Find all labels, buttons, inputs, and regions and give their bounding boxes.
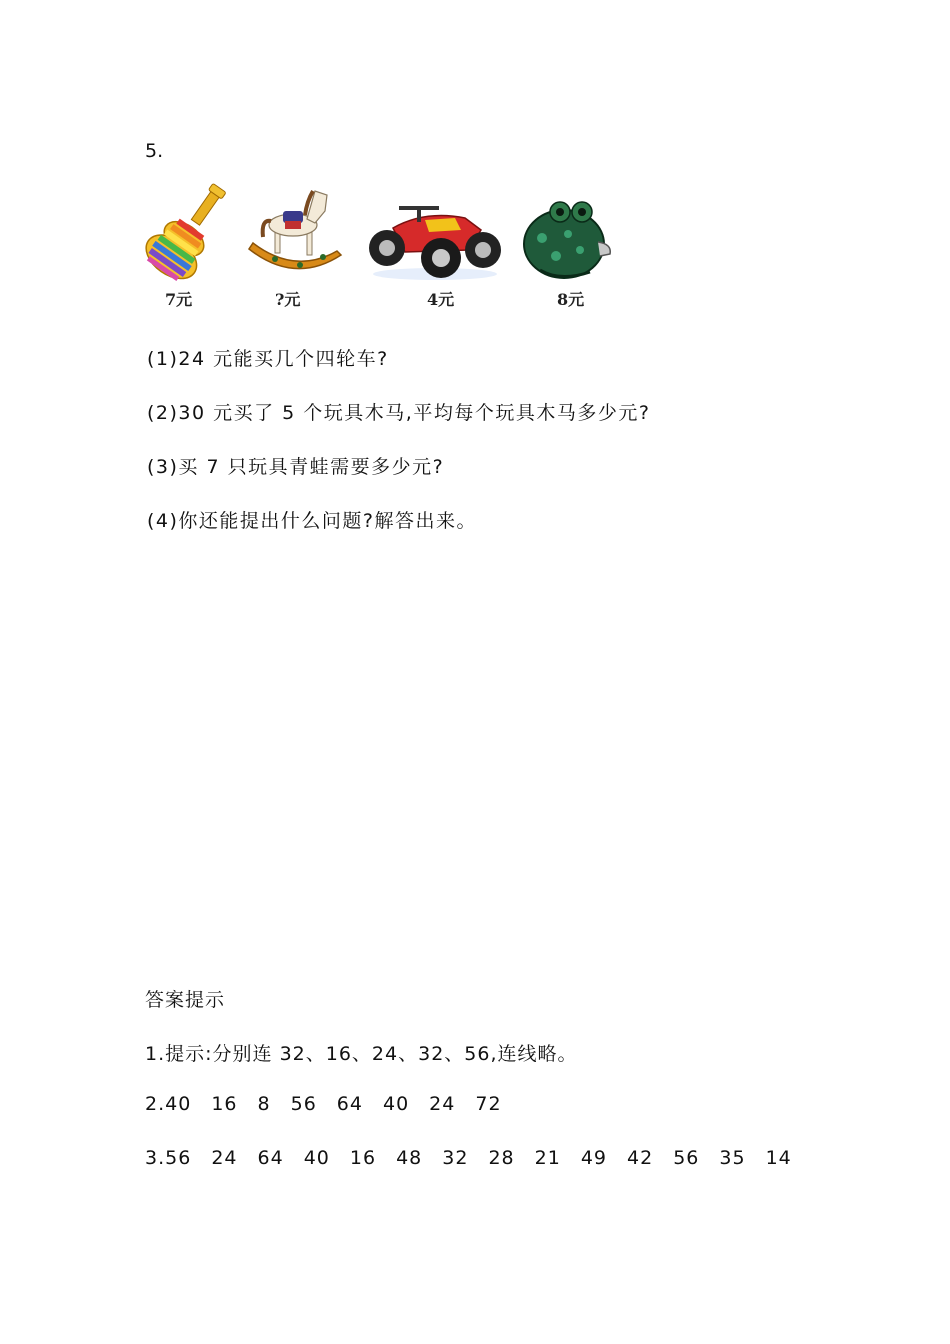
answer-value: 56 [673, 1147, 700, 1169]
answer-line-3 [145, 1147, 812, 1169]
answer-value: 40 [303, 1147, 330, 1169]
answer-value: 64 [336, 1093, 363, 1115]
answer-value: 42 [627, 1147, 654, 1169]
question-number: 5. [145, 140, 164, 162]
answer-value: 28 [488, 1147, 515, 1169]
answer-value: 56 [290, 1093, 317, 1115]
toy-price: ?元 [275, 290, 301, 309]
toy-frog-icon [520, 190, 616, 282]
answer-value: 40 [382, 1093, 410, 1115]
answer-value: 48 [396, 1147, 423, 1169]
answer-value: 21 [534, 1147, 561, 1169]
answer-value: 56 [165, 1147, 192, 1169]
question-line: (2)30 元买了 5 个玩具木马,平均每个玩具木马多少元? [147, 402, 651, 424]
question-line: (4)你还能提出什么问题?解答出来。 [147, 510, 477, 532]
answer-value: 16 [349, 1147, 377, 1169]
rocking-horse-icon [245, 185, 345, 280]
answer-value: 14 [765, 1147, 792, 1169]
quad-bike-icon [365, 200, 505, 282]
answer-prefix: 2. [145, 1093, 166, 1115]
toy-price: 8元 [557, 290, 585, 309]
answer-value: 72 [475, 1093, 502, 1115]
question-line: (3)买 7 只玩具青蛙需要多少元? [147, 456, 445, 478]
answer-value: 8 [257, 1093, 271, 1115]
answer-value: 49 [580, 1147, 608, 1169]
toy-price: 4元 [427, 290, 455, 309]
question-line: (1)24 元能买几个四轮车? [147, 348, 389, 370]
xylophone-guitar-icon [143, 178, 233, 283]
answer-value: 24 [211, 1147, 238, 1169]
answer-value: 40 [165, 1093, 192, 1115]
answer-value: 24 [429, 1093, 456, 1115]
answer-value: 35 [719, 1147, 746, 1169]
answer-heading: 答案提示 [145, 989, 226, 1011]
answer-value: 64 [257, 1147, 284, 1169]
answer-prefix: 3. [145, 1147, 166, 1169]
answer-line-1: 1.提示:分别连 32、16、24、32、56,连线略。 [145, 1043, 578, 1065]
answer-value: 32 [442, 1147, 469, 1169]
answer-value: 16 [211, 1093, 238, 1115]
toy-price: 7元 [165, 290, 193, 309]
answer-line-2 [145, 1093, 522, 1115]
